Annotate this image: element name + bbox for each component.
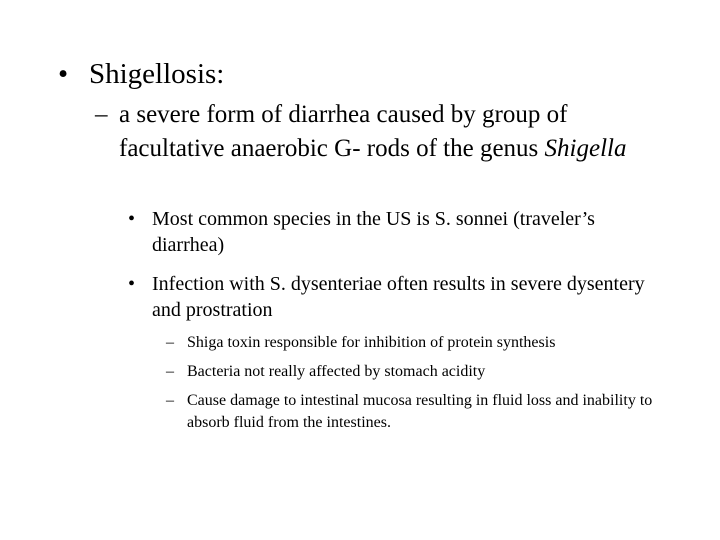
dash-marker: – bbox=[95, 101, 108, 128]
dash-marker: – bbox=[166, 363, 174, 380]
point-text: Infection with S. dysenteriae often results in severe dysentery and prostration bbox=[152, 273, 645, 321]
bullet-marker: • bbox=[128, 273, 136, 295]
detail-acidity bbox=[166, 361, 687, 383]
detail-shiga-toxin bbox=[166, 332, 687, 354]
detail-text: Shiga toxin responsible for inhibition of protein synthesis bbox=[187, 334, 556, 351]
subbullet-definition-text bbox=[119, 98, 679, 166]
bullet-text-shigellosis: Shigellosis: bbox=[89, 58, 225, 90]
dash-marker: – bbox=[166, 334, 174, 351]
bullet-shigellosis bbox=[58, 56, 224, 92]
bullet-marker: • bbox=[58, 58, 69, 90]
point-text: Most common species in the US is S. sonnei (traveler’s diarrhea) bbox=[152, 208, 595, 256]
dash-marker: – bbox=[166, 392, 174, 409]
bullet-marker: • bbox=[128, 208, 136, 230]
genus-name: Shigella bbox=[544, 135, 627, 162]
detail-text: Cause damage to intestinal mucosa resulting in fluid loss and inability to absorb fluid from the intestines. bbox=[187, 392, 653, 431]
detail-text: Bacteria not really affected by stomach acidity bbox=[187, 363, 486, 380]
point-s-sonnei bbox=[128, 206, 672, 258]
detail-intestinal-damage bbox=[166, 390, 687, 434]
point-s-dysenteriae bbox=[128, 271, 672, 323]
subbullet-definition bbox=[95, 98, 695, 166]
definition-text: a severe form of diarrhea caused by group of facultative anaerobic G- rods of the genus bbox=[119, 101, 568, 162]
